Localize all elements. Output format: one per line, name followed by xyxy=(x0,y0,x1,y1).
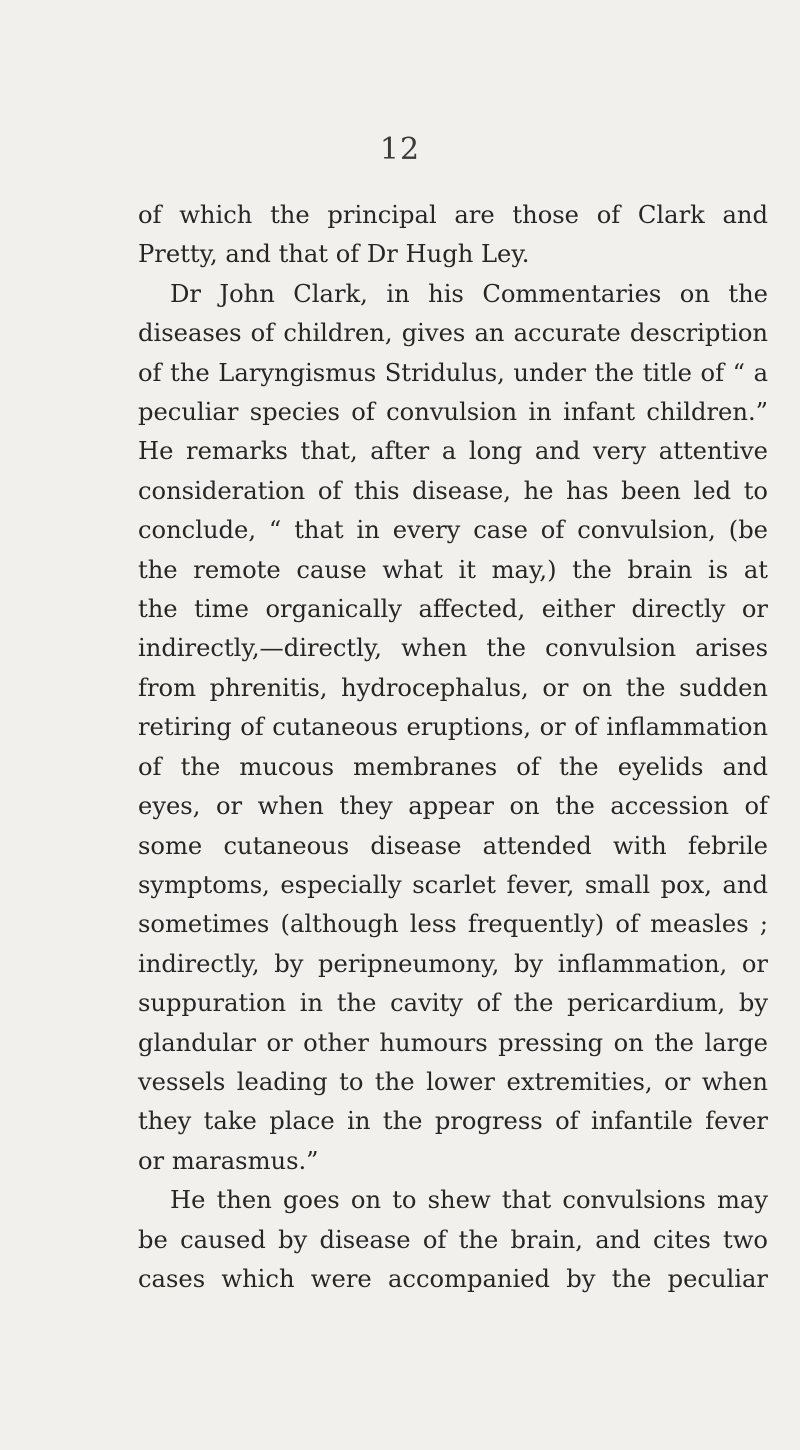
text-line: retiring of cutaneous eruptions, or of inflammation xyxy=(138,713,768,742)
text-line: the time organically affected, either directly or xyxy=(138,595,768,624)
text-line: glandular or other humours pressing on the large xyxy=(138,1028,768,1057)
text-line: Pretty, and that of Dr Hugh Ley. xyxy=(138,240,530,269)
text-line: conclude, “ that in every case of convulsion, (be xyxy=(138,516,768,545)
page-number: 12 xyxy=(379,132,421,167)
text-line: suppuration in the cavity of the pericardium, by xyxy=(138,989,768,1018)
text-line: the remote cause what it may,) the brain is at xyxy=(138,555,768,584)
text-line: indirectly, by peripneumony, by inflammation, or xyxy=(138,949,768,978)
text-line: consideration of this disease, he has been led to xyxy=(138,476,768,505)
text-line: symptoms, especially scarlet fever, small pox, and xyxy=(138,870,768,899)
text-line: indirectly,—directly, when the convulsion arises xyxy=(138,634,768,663)
text-line: of the Laryngismus Stridulus, under the title of “ a xyxy=(138,358,768,387)
text-line: He remarks that, after a long and very attentive xyxy=(138,437,768,466)
body-text xyxy=(138,196,768,1299)
text-line: peculiar species of convulsion in infant children.” xyxy=(138,398,768,427)
text-line: vessels leading to the lower extremities, or when xyxy=(138,1067,768,1096)
text-line: or marasmus.” xyxy=(138,1146,319,1175)
text-line: of the mucous membranes of the eyelids and xyxy=(138,752,768,781)
text-line: diseases of children, gives an accurate description xyxy=(138,319,768,348)
text-line: eyes, or when they appear on the accession of xyxy=(138,792,768,821)
text-line: Dr John Clark, in his Commentaries on the xyxy=(170,279,768,308)
text-line: He then goes on to shew that convulsions may xyxy=(170,1186,768,1215)
text-line: sometimes (although less frequently) of measles ; xyxy=(138,910,768,939)
text-line: of which the principal are those of Clark and xyxy=(138,201,768,229)
text-line: they take place in the progress of infantile fever xyxy=(138,1107,768,1136)
text-line: some cutaneous disease attended with febrile xyxy=(138,831,768,860)
text-line: be caused by disease of the brain, and cites two xyxy=(138,1225,768,1254)
text-line: from phrenitis, hydrocephalus, or on the sudden xyxy=(138,673,768,702)
text-line: cases which were accompanied by the peculiar xyxy=(138,1264,768,1293)
